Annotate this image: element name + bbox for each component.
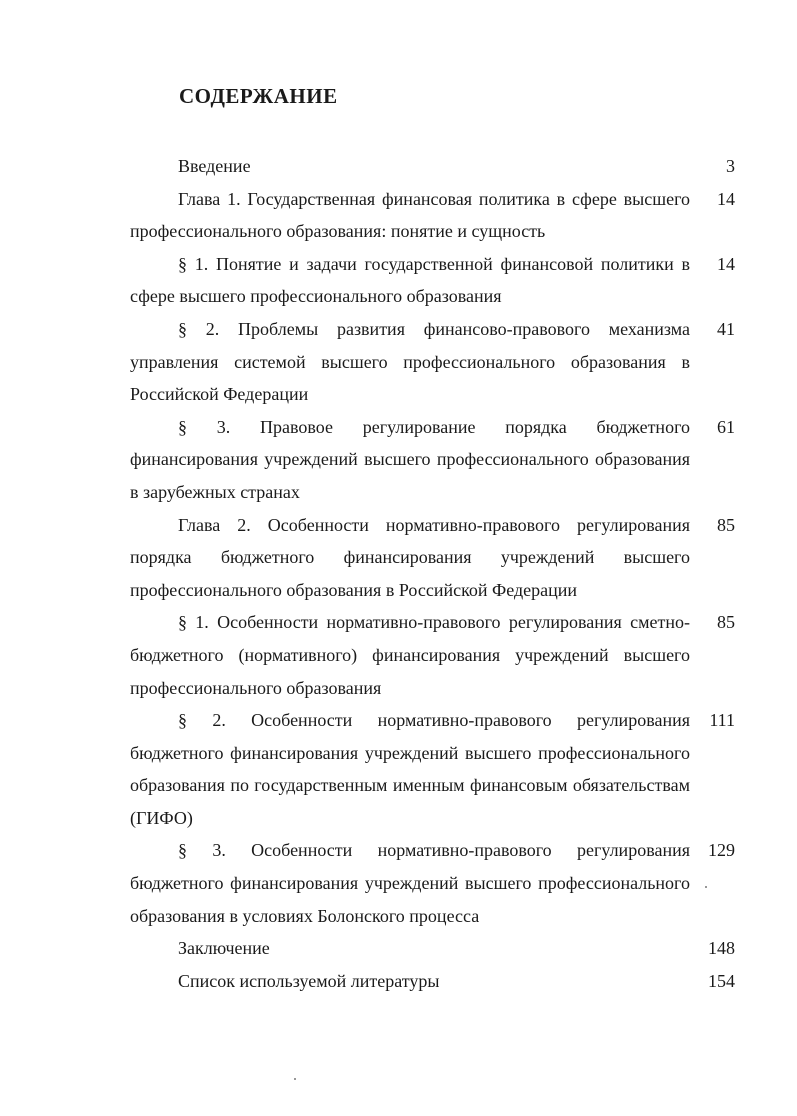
toc-entry-text: Глава 1. Государственная финансовая политика в сфере высшего профессионального образования: понятие и сущность (130, 188, 690, 242)
toc-entry-text: Заключение (178, 938, 270, 959)
toc-entry-text: Глава 2. Особенности нормативно-правового регулирования порядка бюджетного финансирования учреждений высшего профессионального образования в Российской Федерации (130, 514, 690, 600)
toc-entry-page: 61 (717, 416, 735, 437)
toc-entry-ch1-section-3 (130, 411, 735, 509)
toc-entry-conclusion (130, 932, 735, 965)
scan-speck (294, 1078, 296, 1080)
toc-entry-page: 148 (708, 938, 735, 959)
toc-entry-text: Список используемой литературы (178, 970, 440, 991)
toc-entry-ch1-section-1 (130, 248, 735, 313)
toc-entry-ch2-section-2 (130, 704, 735, 834)
toc-entry-text: § 2. Проблемы развития финансово-правового механизма управления системой высшего профессионального образования в Российской Федерации (130, 318, 690, 405)
toc-entry-page: 129 (708, 840, 735, 861)
toc-entry-text: § 1. Понятие и задачи государственной финансовой политики в сфере высшего профессионального образования (130, 253, 690, 307)
toc-entry-ch2-section-1 (130, 606, 735, 704)
scan-speck (705, 886, 707, 888)
toc-entry-page: 85 (717, 612, 735, 633)
toc-entry-page: 14 (717, 188, 735, 209)
toc-entry-ch1-section-2 (130, 313, 735, 411)
toc-entry-page: 3 (726, 156, 735, 176)
toc-entry-text: § 1. Особенности нормативно-правового регулирования сметно-бюджетного (нормативного) финансирования учреждений высшего профессионального образования (130, 612, 690, 698)
toc-entry-page: 41 (717, 318, 735, 339)
toc-entry-page: 14 (717, 253, 735, 274)
toc-entry-page: 154 (708, 970, 735, 991)
toc-entry-bibliography (130, 965, 735, 998)
toc-entry-text: Введение (178, 156, 251, 176)
page-title: СОДЕРЖАНИЕ (179, 84, 338, 108)
toc-entry-chapter-1 (130, 183, 735, 248)
toc-entry-text: § 2. Особенности нормативно-правового регулирования бюджетного финансирования учреждений высшего профессионального образования по государственным именным финансовым обязательствам (ГИФО) (130, 710, 690, 828)
toc-entry-chapter-2 (130, 509, 735, 607)
table-of-contents (130, 150, 735, 997)
toc-entry-ch2-section-3 (130, 834, 735, 932)
toc-entry-introduction (130, 150, 735, 183)
toc-entry-text: § 3. Особенности нормативно-правового регулирования бюджетного финансирования учреждений высшего профессионального образования в условиях Болонского процесса (130, 840, 690, 926)
toc-entry-text: § 3. Правовое регулирование порядка бюджетного финансирования учреждений высшего профессионального образования в зарубежных странах (130, 416, 690, 502)
toc-entry-page: 85 (717, 514, 735, 535)
toc-entry-page: 111 (709, 710, 735, 731)
